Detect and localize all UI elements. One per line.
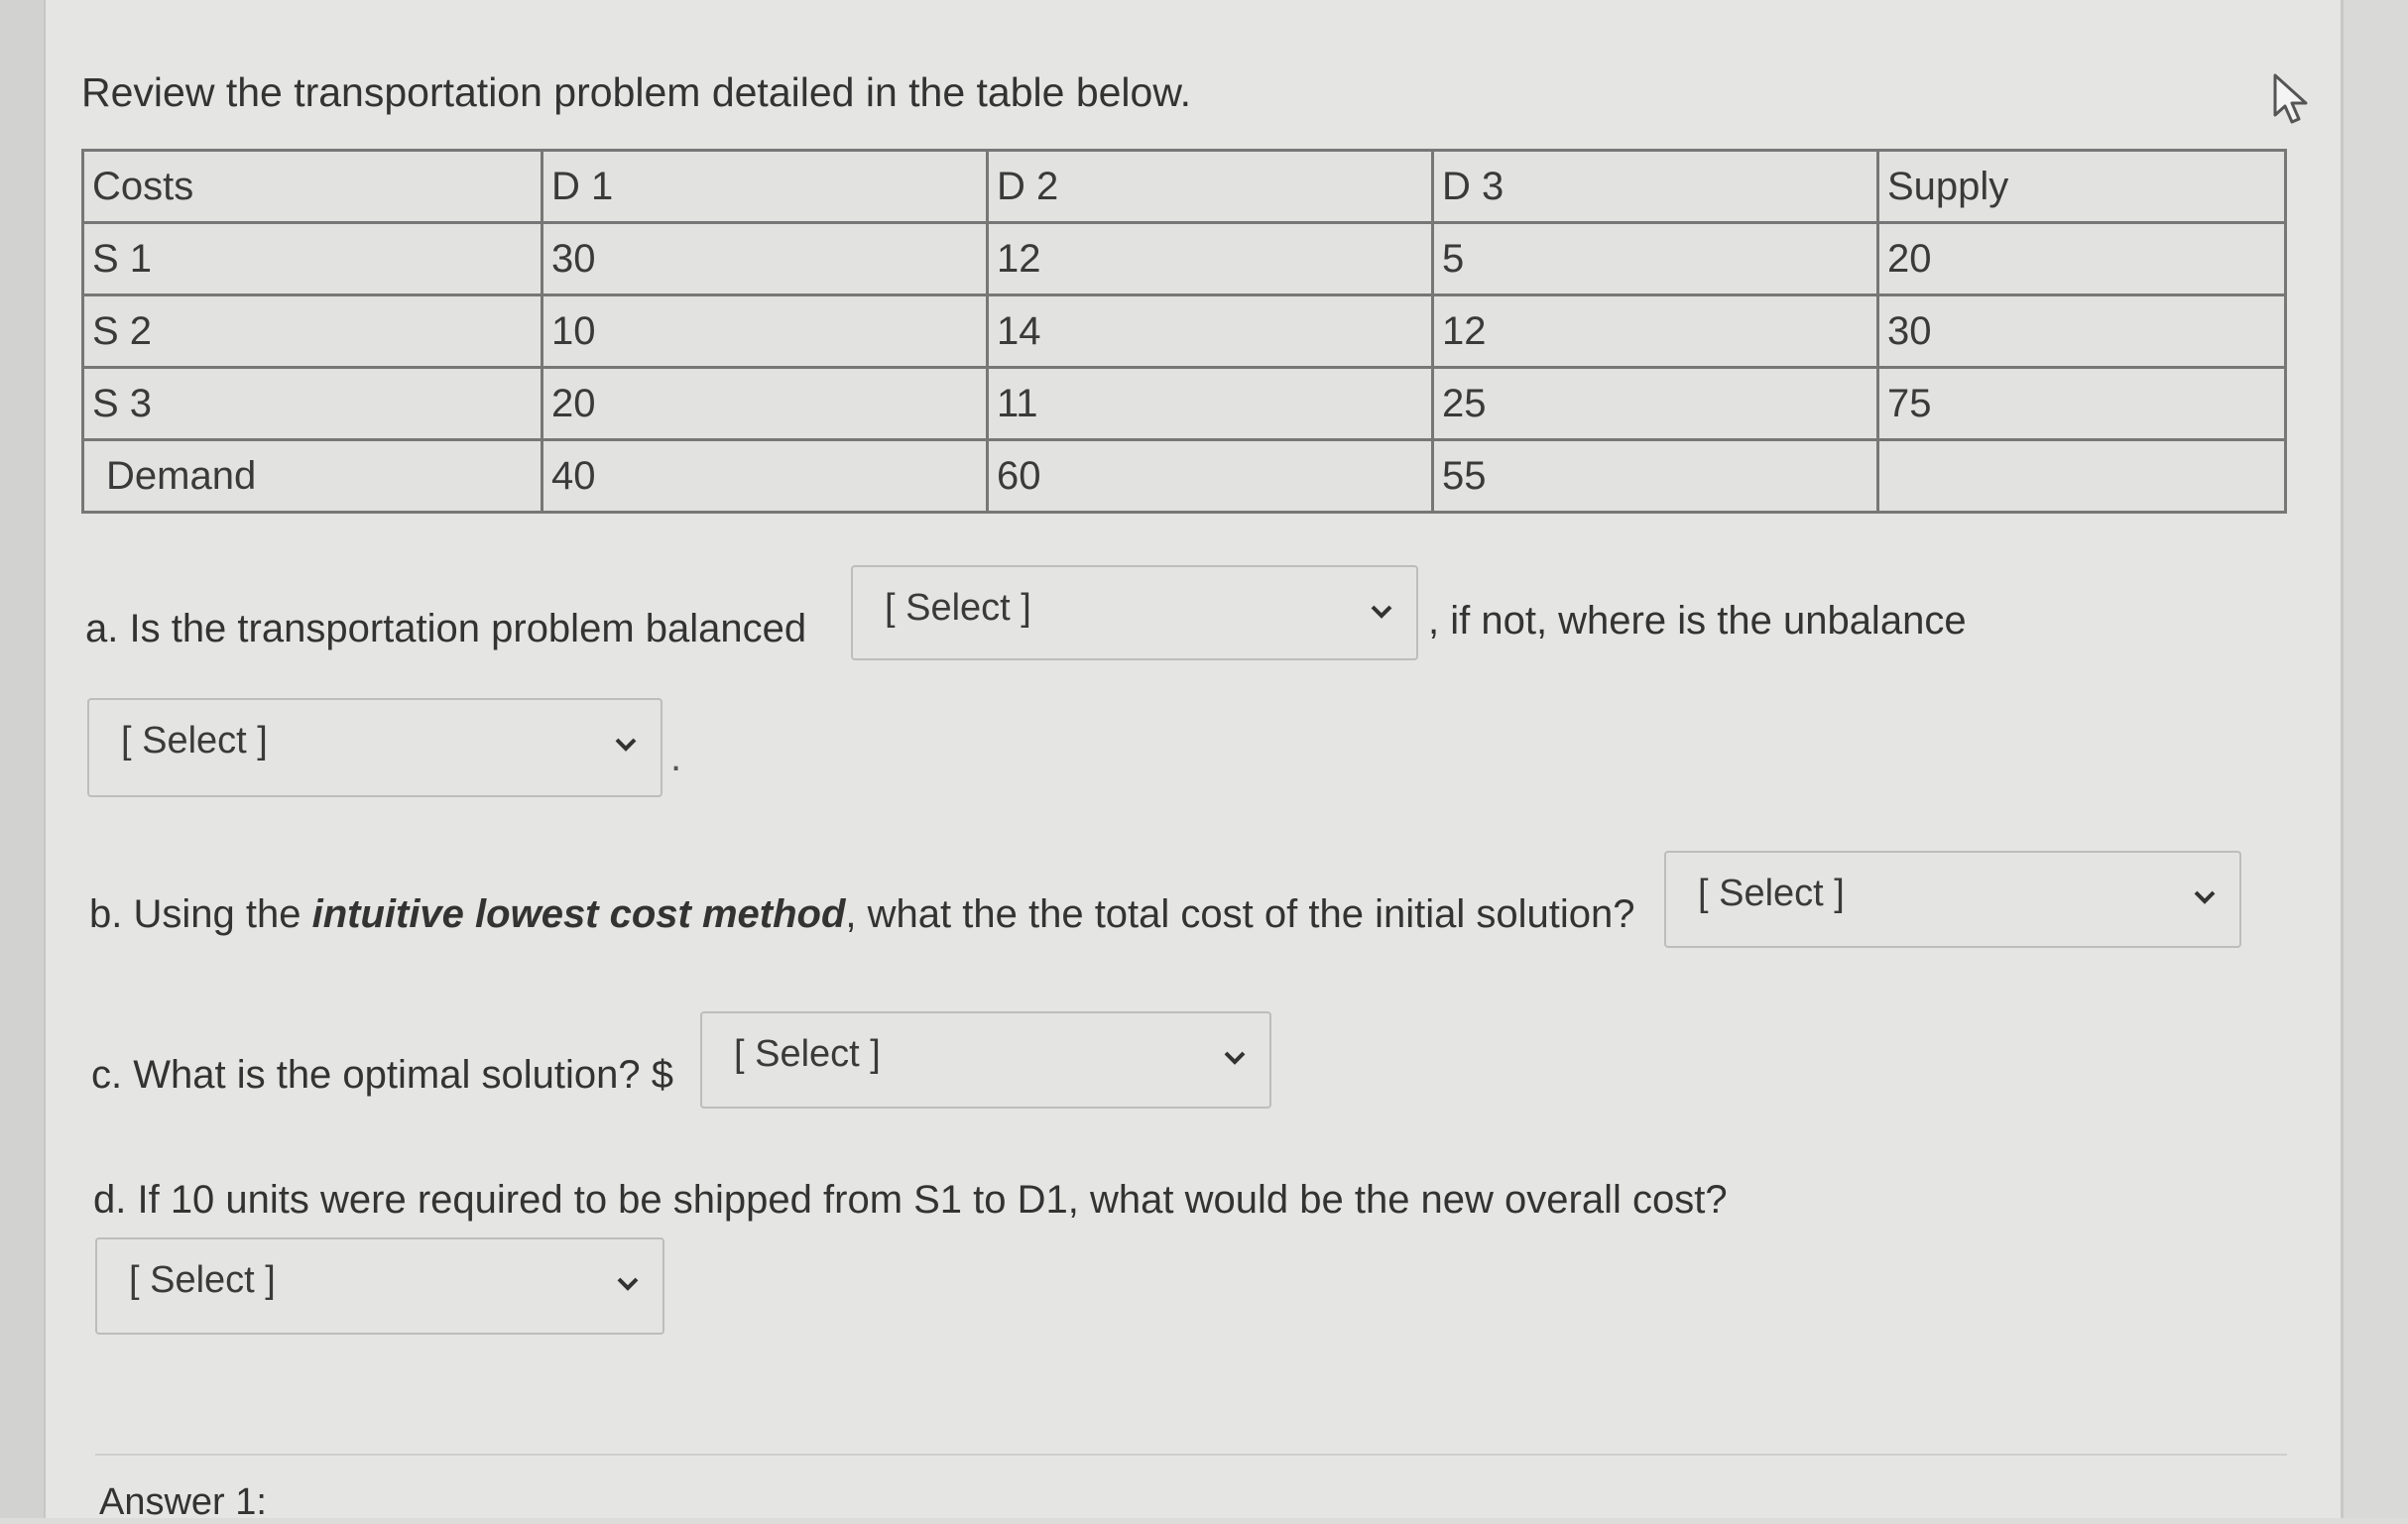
select-label: [ Select ] — [885, 587, 1031, 629]
mouse-pointer-icon — [2271, 71, 2311, 125]
new-cost-select[interactable] — [95, 1237, 664, 1335]
table-cell: 5 — [1433, 223, 1878, 295]
table-cell: 20 — [1878, 223, 2286, 295]
table-header-cell: Costs — [83, 151, 542, 223]
table-row — [83, 295, 2286, 368]
chevron-down-icon — [2190, 882, 2220, 912]
unbalance-select[interactable] — [87, 698, 662, 797]
question-a-text: a. Is the transportation problem balanced — [85, 607, 807, 650]
question-b-text — [89, 892, 1634, 937]
table-cell: 55 — [1433, 440, 1878, 513]
period: . — [670, 736, 682, 779]
left-page-edge — [0, 0, 46, 1518]
question-a-suffix: , if not, where is the unbalance — [1428, 599, 1967, 643]
table-cell: S 1 — [83, 223, 542, 295]
select-label: [ Select ] — [1698, 873, 1845, 914]
table-cell: 25 — [1433, 368, 1878, 440]
chevron-down-icon — [611, 730, 641, 760]
balanced-select[interactable] — [851, 565, 1418, 660]
question-b-emphasis: intuitive lowest cost method — [311, 892, 846, 936]
table-header-cell: Supply — [1878, 151, 2286, 223]
table-cell: Demand — [83, 440, 542, 513]
select-label: [ Select ] — [129, 1259, 276, 1301]
select-label: [ Select ] — [734, 1033, 881, 1075]
select-label: [ Select ] — [121, 720, 268, 762]
table-header-cell: D 1 — [542, 151, 988, 223]
answer-label: Answer 1: — [99, 1481, 267, 1523]
question-c-text: c. What is the optimal solution? $ — [91, 1053, 673, 1097]
section-divider — [95, 1454, 2287, 1456]
table-cell: S 3 — [83, 368, 542, 440]
table-cell: 30 — [542, 223, 988, 295]
table-cell: 20 — [542, 368, 988, 440]
table-header-cell: D 2 — [988, 151, 1433, 223]
question-b-suffix: , what the the total cost of the initial solution? — [845, 892, 1635, 936]
table-cell: 14 — [988, 295, 1433, 368]
question-b-prefix: b. Using the — [89, 892, 312, 936]
table-cell: 12 — [1433, 295, 1878, 368]
table-header-cell: D 3 — [1433, 151, 1878, 223]
table-cell: 30 — [1878, 295, 2286, 368]
table-cell: 12 — [988, 223, 1433, 295]
optimal-solution-select[interactable] — [700, 1011, 1271, 1109]
table-cell: 60 — [988, 440, 1433, 513]
table-cell: 11 — [988, 368, 1433, 440]
table-cell — [1878, 440, 2286, 513]
chevron-down-icon — [1220, 1043, 1250, 1073]
table-row — [83, 368, 2286, 440]
question-d-text: d. If 10 units were required to be shipped from S1 to D1, what would be the new overall cost? — [93, 1178, 1728, 1222]
table-cell: 10 — [542, 295, 988, 368]
chevron-down-icon — [1367, 597, 1396, 627]
table-cell: 75 — [1878, 368, 2286, 440]
initial-cost-select[interactable] — [1664, 851, 2241, 948]
question-intro: Review the transportation problem detailed in the table below. — [81, 69, 1192, 115]
transportation-table — [81, 149, 2287, 514]
table-header-row — [83, 151, 2286, 223]
chevron-down-icon — [613, 1269, 643, 1299]
right-page-edge — [2341, 0, 2408, 1518]
table-row — [83, 223, 2286, 295]
table-cell: 40 — [542, 440, 988, 513]
table-row-demand — [83, 440, 2286, 513]
table-cell: S 2 — [83, 295, 542, 368]
